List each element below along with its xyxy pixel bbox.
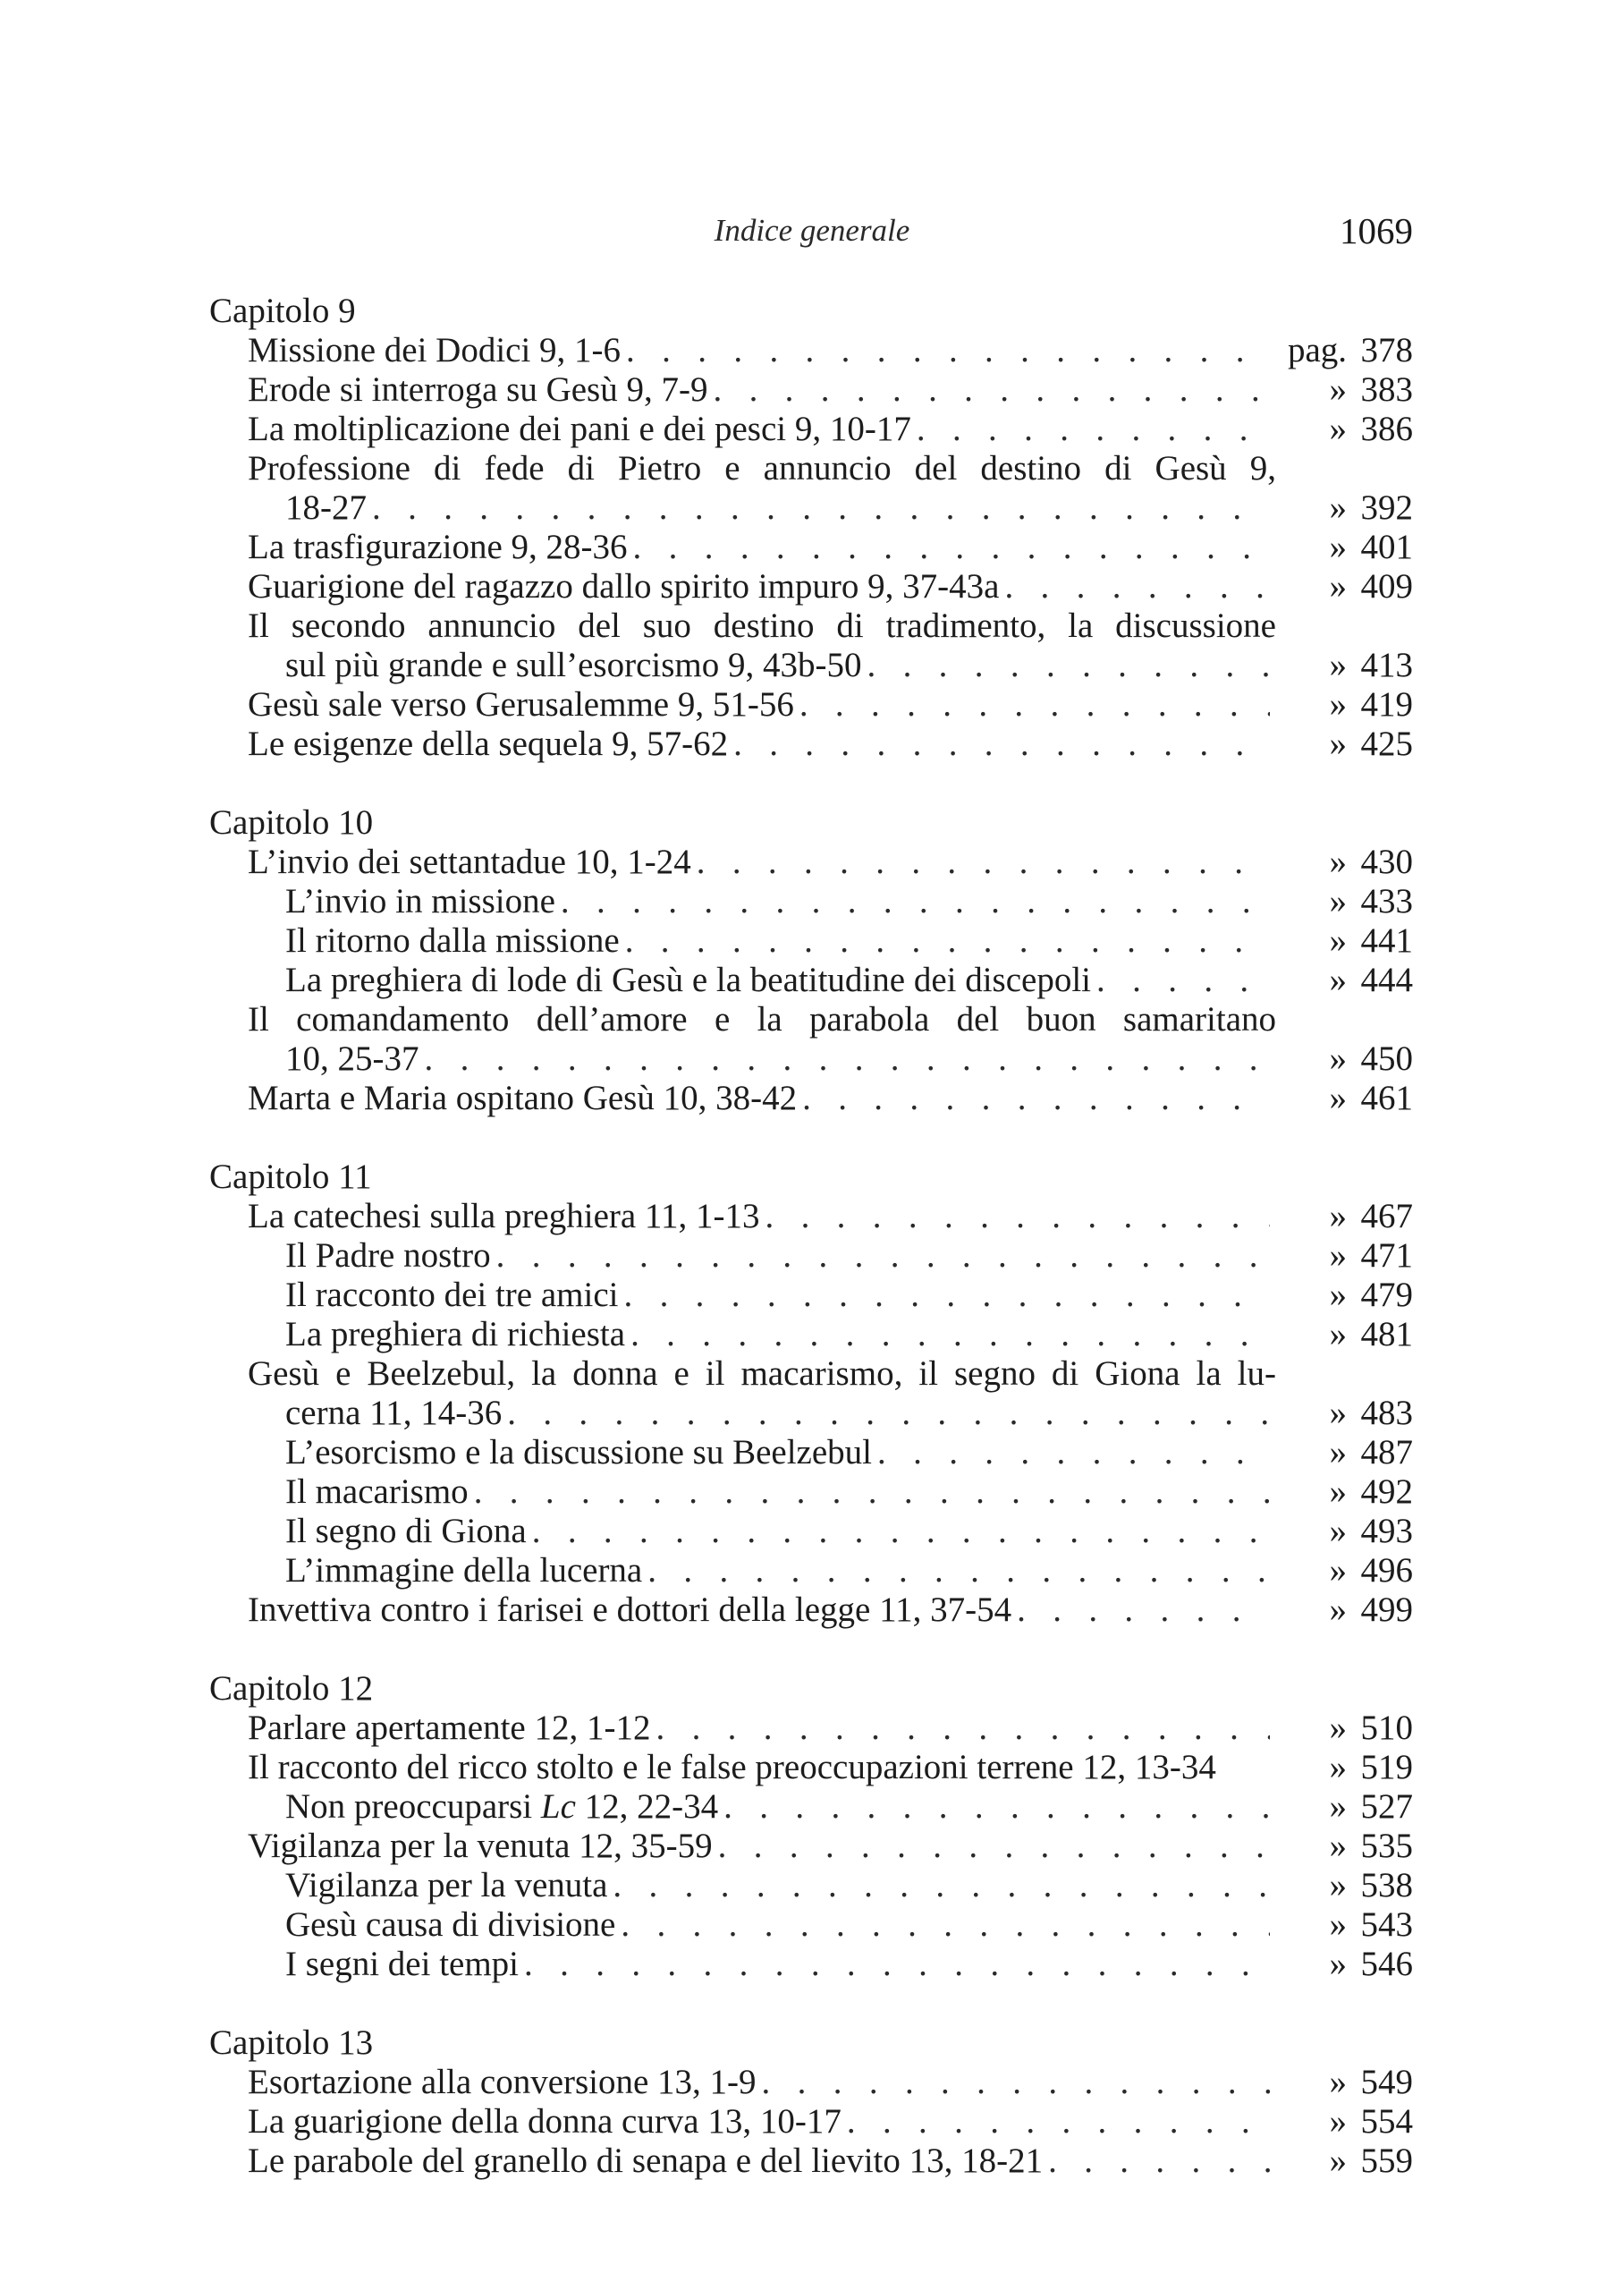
toc-entry-text: Le parabole del granello di senapa e del lievito 13, 18-21 bbox=[248, 2142, 1044, 2180]
page-ref: 493 bbox=[1360, 1512, 1413, 1550]
page-marker: pag. bbox=[1287, 331, 1347, 369]
toc-entry-title bbox=[285, 1945, 519, 1984]
page-ref: 425 bbox=[1360, 725, 1413, 763]
toc-entry-title bbox=[285, 1787, 718, 1827]
dot-leader bbox=[625, 1315, 1270, 1354]
toc-entry-title-line: Il comandamento dell’amore e la parabola del buon samaritano bbox=[248, 1000, 1276, 1039]
toc-entry bbox=[209, 1236, 1413, 1276]
toc-entry bbox=[209, 1433, 1413, 1472]
toc-entry bbox=[209, 488, 1413, 528]
toc-entry-italic: Lc bbox=[540, 1787, 576, 1826]
toc-entry bbox=[209, 725, 1413, 764]
dot-leader bbox=[620, 921, 1270, 961]
toc-entry bbox=[209, 1394, 1413, 1433]
toc-entry-text: La guarigione della donna curva 13, 10-17 bbox=[248, 2102, 842, 2141]
page-ref: 496 bbox=[1360, 1551, 1413, 1590]
toc-entry-title-line: Il secondo annuncio del suo destino di tradimento, la discussione bbox=[248, 606, 1276, 645]
page-marker: » bbox=[1329, 567, 1347, 606]
dot-leader bbox=[628, 528, 1270, 567]
dot-leader bbox=[367, 488, 1270, 528]
toc-entry bbox=[209, 1748, 1413, 1787]
page-marker: » bbox=[1329, 1315, 1347, 1353]
toc-entry bbox=[209, 528, 1413, 567]
toc-entry-title bbox=[248, 685, 794, 725]
chapter-section bbox=[209, 292, 1413, 764]
page-marker: » bbox=[1329, 1905, 1347, 1944]
dot-leader bbox=[607, 1866, 1270, 1905]
page-ref: 419 bbox=[1360, 685, 1413, 724]
toc-entry-title bbox=[285, 646, 861, 685]
page-marker: » bbox=[1329, 528, 1347, 566]
toc-entry-title bbox=[285, 921, 620, 961]
page-ref: 409 bbox=[1360, 567, 1413, 606]
toc-entry bbox=[209, 567, 1413, 606]
toc-entry bbox=[209, 1197, 1413, 1236]
page-ref: 538 bbox=[1360, 1866, 1413, 1904]
toc-entry-text: Erode si interroga su Gesù 9, 7-9 bbox=[248, 370, 708, 409]
toc-entry-text: Esortazione alla conversione 13, 1-9 bbox=[248, 2063, 757, 2101]
dot-leader bbox=[759, 1197, 1270, 1236]
page-ref: 519 bbox=[1360, 1748, 1413, 1786]
page-ref: 378 bbox=[1360, 331, 1413, 369]
toc-entry bbox=[209, 1551, 1413, 1590]
page-ref: 383 bbox=[1360, 370, 1413, 409]
toc-entry-title bbox=[248, 2102, 842, 2142]
toc-entry-text: Gesù causa di divisione bbox=[285, 1905, 616, 1944]
dot-leader bbox=[502, 1394, 1270, 1433]
dot-leader bbox=[713, 1827, 1270, 1866]
toc-entry-text: sul più grande e sull’esorcismo 9, 43b-50 bbox=[285, 646, 862, 684]
page-ref: 467 bbox=[1360, 1197, 1413, 1235]
toc-entry-text: Marta e Maria ospitano Gesù 10, 38-42 bbox=[248, 1079, 798, 1117]
page-ref: 499 bbox=[1360, 1590, 1413, 1629]
toc-entry-text: Non preoccuparsi bbox=[285, 1787, 541, 1826]
dot-leader bbox=[707, 370, 1270, 410]
page-ref: 527 bbox=[1360, 1787, 1413, 1826]
dot-leader bbox=[527, 1512, 1270, 1551]
page-ref: 549 bbox=[1360, 2063, 1413, 2101]
toc-entry-text: 10, 25-37 bbox=[285, 1039, 419, 1078]
chapter-section bbox=[209, 1669, 1413, 1984]
toc-entry-title bbox=[285, 1236, 491, 1276]
page-ref: 543 bbox=[1360, 1905, 1413, 1944]
page-ref: 492 bbox=[1360, 1472, 1413, 1511]
page-marker: » bbox=[1329, 961, 1347, 999]
toc-entry bbox=[209, 1079, 1413, 1118]
toc-entry-title bbox=[248, 410, 911, 449]
toc-entry-text: La preghiera di lode di Gesù e la beatitudine dei discepoli bbox=[285, 961, 1092, 999]
toc-entry-text: La trasfigurazione 9, 28-36 bbox=[248, 528, 628, 566]
page-marker: » bbox=[1329, 1197, 1347, 1235]
toc-entry-text-after: 12, 22-34 bbox=[575, 1787, 719, 1826]
toc-entry-title bbox=[248, 2142, 1043, 2181]
toc-entry-title bbox=[248, 1197, 759, 1236]
dot-leader bbox=[797, 1079, 1270, 1118]
dot-leader bbox=[469, 1472, 1270, 1512]
dot-leader bbox=[642, 1551, 1270, 1590]
dot-leader bbox=[999, 567, 1270, 606]
toc-entry-title bbox=[248, 1590, 1011, 1630]
page-marker: » bbox=[1329, 882, 1347, 920]
page-ref: 487 bbox=[1360, 1433, 1413, 1472]
toc-entry-title bbox=[248, 1079, 797, 1118]
toc-entry bbox=[209, 1039, 1413, 1079]
toc-entry-text: Vigilanza per la venuta bbox=[285, 1866, 608, 1904]
page-marker: » bbox=[1329, 1079, 1347, 1117]
toc-entry bbox=[209, 1787, 1413, 1827]
toc-entry bbox=[209, 331, 1413, 370]
toc-entry-text: Le esigenze della sequela 9, 57-62 bbox=[248, 725, 729, 763]
toc-entry-text: I segni dei tempi bbox=[285, 1945, 520, 1983]
page-ref: 554 bbox=[1360, 2102, 1413, 2141]
running-title: Indice generale bbox=[714, 213, 910, 248]
toc-entry-text: L’invio in missione bbox=[285, 882, 555, 920]
toc-entry-text: Il macarismo bbox=[285, 1472, 469, 1511]
page-ref: 441 bbox=[1360, 921, 1413, 960]
page-marker: » bbox=[1329, 1827, 1347, 1865]
page-marker: » bbox=[1329, 410, 1347, 448]
toc-entry-title bbox=[285, 1512, 527, 1551]
toc-entry-text: La preghiera di richiesta bbox=[285, 1315, 626, 1353]
page-marker: » bbox=[1329, 685, 1347, 724]
toc-entry-title bbox=[285, 1315, 625, 1354]
toc-entry-title bbox=[248, 2063, 757, 2102]
page-marker: » bbox=[1329, 1433, 1347, 1472]
page-marker: » bbox=[1329, 921, 1347, 960]
toc-entry-title bbox=[248, 843, 691, 882]
page-ref: 450 bbox=[1360, 1039, 1413, 1078]
toc-entry bbox=[209, 1590, 1413, 1630]
page-ref: 510 bbox=[1360, 1709, 1413, 1747]
page-ref: 461 bbox=[1360, 1079, 1413, 1117]
dot-leader bbox=[519, 1945, 1270, 1984]
page-number: 1069 bbox=[1340, 210, 1413, 251]
page-ref: 535 bbox=[1360, 1827, 1413, 1865]
toc-entry-text: La moltiplicazione dei pani e dei pesci 9, 10-17 bbox=[248, 410, 911, 448]
toc-entry-title bbox=[285, 488, 367, 528]
toc-entry-text: Il ritorno dalla missione bbox=[285, 921, 620, 960]
toc-entry-text: L’immagine della lucerna bbox=[285, 1551, 643, 1590]
page-ref: 546 bbox=[1360, 1945, 1413, 1983]
page-marker: » bbox=[1329, 1866, 1347, 1904]
dot-leader bbox=[650, 1709, 1270, 1748]
toc-entry-text: Vigilanza per la venuta 12, 35-59 bbox=[248, 1827, 713, 1865]
page-marker: » bbox=[1329, 1748, 1347, 1786]
toc-entry-title-line: Gesù e Beelzebul, la donna e il macarismo, il segno di Giona la lu- bbox=[248, 1354, 1276, 1393]
toc-entry-title bbox=[285, 1433, 872, 1472]
toc-entry bbox=[209, 2142, 1413, 2181]
toc-entry-title bbox=[285, 1905, 615, 1945]
toc-entry bbox=[209, 1905, 1413, 1945]
page-ref: 483 bbox=[1360, 1394, 1413, 1432]
page-ref: 481 bbox=[1360, 1315, 1413, 1353]
chapter-title: Capitolo 9 bbox=[209, 292, 356, 330]
toc-entry-text: Parlare apertamente 12, 1-12 bbox=[248, 1709, 651, 1747]
page-marker: » bbox=[1329, 2142, 1347, 2180]
toc-entry bbox=[209, 1827, 1413, 1866]
dot-leader bbox=[1043, 2142, 1270, 2181]
toc-entry-text: Il segno di Giona bbox=[285, 1512, 527, 1550]
page-marker: » bbox=[1329, 1590, 1347, 1629]
table-of-contents bbox=[209, 292, 1413, 2220]
page-header bbox=[0, 210, 1624, 267]
page-marker: » bbox=[1329, 488, 1347, 527]
toc-entry bbox=[209, 1276, 1413, 1315]
dot-leader bbox=[911, 410, 1270, 449]
page-ref: 479 bbox=[1360, 1276, 1413, 1314]
toc-entry-title bbox=[285, 1866, 607, 1905]
toc-entry bbox=[209, 882, 1413, 921]
toc-entry-text: Invettiva contro i farisei e dottori della legge 11, 37-54 bbox=[248, 1590, 1012, 1629]
toc-entry-text: L’esorcismo e la discussione su Beelzebul bbox=[285, 1433, 872, 1472]
dot-leader bbox=[621, 331, 1270, 370]
chapter-title: Capitolo 10 bbox=[209, 803, 374, 842]
page-marker: » bbox=[1329, 1236, 1347, 1275]
toc-entry bbox=[209, 843, 1413, 882]
dot-leader bbox=[794, 685, 1270, 725]
dot-leader bbox=[491, 1236, 1270, 1276]
toc-entry-title bbox=[285, 1276, 618, 1315]
toc-entry-title bbox=[285, 1394, 502, 1433]
page-ref: 559 bbox=[1360, 2142, 1413, 2180]
toc-entry-title bbox=[248, 1748, 1216, 1787]
page-ref: 471 bbox=[1360, 1236, 1413, 1275]
page-marker: » bbox=[1329, 843, 1347, 881]
toc-entry-title bbox=[248, 528, 628, 567]
page-ref: 433 bbox=[1360, 882, 1413, 920]
page-marker: » bbox=[1329, 646, 1347, 684]
dot-leader bbox=[842, 2102, 1270, 2142]
dot-leader bbox=[691, 843, 1270, 882]
toc-entry-title bbox=[285, 1039, 419, 1079]
toc-entry bbox=[209, 646, 1413, 685]
page-ref: 386 bbox=[1360, 410, 1413, 448]
chapter-title: Capitolo 11 bbox=[209, 1158, 372, 1196]
page-marker: » bbox=[1329, 1394, 1347, 1432]
toc-entry-text: Gesù sale verso Gerusalemme 9, 51-56 bbox=[248, 685, 794, 724]
toc-entry-text: Il Padre nostro bbox=[285, 1236, 491, 1275]
page-ref: 401 bbox=[1360, 528, 1413, 566]
chapter-title: Capitolo 13 bbox=[209, 2023, 374, 2062]
toc-entry bbox=[209, 1945, 1413, 1984]
toc-entry-title bbox=[248, 567, 999, 606]
toc-entry bbox=[209, 1709, 1413, 1748]
chapter-title: Capitolo 12 bbox=[209, 1669, 374, 1708]
toc-entry bbox=[209, 1512, 1413, 1551]
toc-entry-title bbox=[285, 1551, 642, 1590]
toc-entry-text: L’invio dei settantadue 10, 1-24 bbox=[248, 843, 691, 881]
toc-entry-title-line: Professione di fede di Pietro e annuncio del destino di Gesù 9, bbox=[248, 449, 1276, 488]
page-marker: » bbox=[1329, 1945, 1347, 1983]
chapter-section bbox=[209, 803, 1413, 1118]
dot-leader bbox=[419, 1039, 1271, 1079]
page-marker: » bbox=[1329, 1709, 1347, 1747]
page-ref: 444 bbox=[1360, 961, 1413, 999]
page-marker: » bbox=[1329, 1472, 1347, 1511]
dot-leader bbox=[872, 1433, 1270, 1472]
page-ref: 392 bbox=[1360, 488, 1413, 527]
toc-entry-title bbox=[248, 331, 621, 370]
page-marker: » bbox=[1329, 2102, 1347, 2141]
page-marker: » bbox=[1329, 370, 1347, 409]
dot-leader bbox=[757, 2063, 1270, 2102]
toc-entry bbox=[209, 410, 1413, 449]
toc-entry-text: Il racconto del ricco stolto e le false preoccupazioni terrene 12, 13-34 bbox=[248, 1748, 1216, 1786]
page-marker: » bbox=[1329, 725, 1347, 763]
toc-entry bbox=[209, 1866, 1413, 1905]
toc-entry-title bbox=[248, 370, 707, 410]
toc-entry-text: Missione dei Dodici 9, 1-6 bbox=[248, 331, 622, 369]
dot-leader bbox=[718, 1787, 1270, 1827]
toc-entry-title bbox=[285, 882, 555, 921]
toc-entry-title bbox=[248, 725, 728, 764]
dot-leader bbox=[615, 1905, 1270, 1945]
toc-entry-title bbox=[248, 1827, 713, 1866]
toc-entry bbox=[209, 1315, 1413, 1354]
toc-entry bbox=[209, 2102, 1413, 2142]
dot-leader bbox=[1011, 1590, 1270, 1630]
chapter-section bbox=[209, 2023, 1413, 2181]
toc-entry-text: Guarigione del ragazzo dallo spirito impuro 9, 37-43a bbox=[248, 567, 1000, 606]
dot-leader bbox=[728, 725, 1270, 764]
dot-leader bbox=[1091, 961, 1270, 1000]
toc-entry bbox=[209, 685, 1413, 725]
toc-entry bbox=[209, 961, 1413, 1000]
dot-leader bbox=[555, 882, 1270, 921]
page-marker: » bbox=[1329, 2063, 1347, 2101]
toc-entry bbox=[209, 1472, 1413, 1512]
page-ref: 413 bbox=[1360, 646, 1413, 684]
page-marker: » bbox=[1329, 1039, 1347, 1078]
toc-entry-text: cerna 11, 14-36 bbox=[285, 1394, 503, 1432]
toc-entry-text: 18-27 bbox=[285, 488, 367, 527]
page-marker: » bbox=[1329, 1787, 1347, 1826]
toc-entry bbox=[209, 921, 1413, 961]
page-ref: 430 bbox=[1360, 843, 1413, 881]
dot-leader bbox=[618, 1276, 1270, 1315]
toc-entry-title bbox=[248, 1709, 650, 1748]
toc-entry-text: La catechesi sulla preghiera 11, 1-13 bbox=[248, 1197, 760, 1235]
page-marker: » bbox=[1329, 1551, 1347, 1590]
toc-entry bbox=[209, 370, 1413, 410]
page-marker: » bbox=[1329, 1512, 1347, 1550]
toc-entry-title bbox=[285, 961, 1091, 1000]
chapter-section bbox=[209, 1158, 1413, 1630]
page-marker: » bbox=[1329, 1276, 1347, 1314]
toc-entry-title bbox=[285, 1472, 469, 1512]
dot-leader bbox=[861, 646, 1270, 685]
toc-entry bbox=[209, 2063, 1413, 2102]
toc-entry-text: Il racconto dei tre amici bbox=[285, 1276, 619, 1314]
